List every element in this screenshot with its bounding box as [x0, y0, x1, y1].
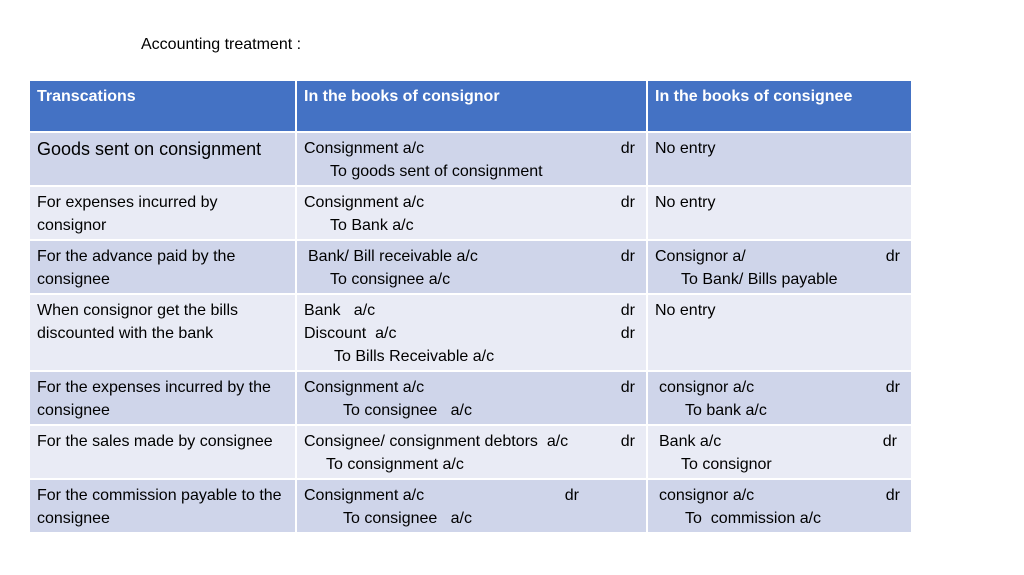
journal-line: consignor a/c dr	[659, 379, 900, 396]
table-row	[30, 480, 911, 534]
no-entry-text: No entry	[655, 194, 716, 211]
journal-line: Consignment a/c dr	[304, 194, 635, 211]
transaction-cell: For the sales made by consignee	[30, 426, 297, 480]
journal-line: Bank/ Bill receivable a/c dr	[308, 248, 635, 265]
consignee-entry-cell	[648, 295, 911, 372]
table-row	[30, 241, 911, 295]
table-row	[30, 187, 911, 241]
journal-line: To goods sent of consignment	[330, 163, 543, 180]
table-header-row	[30, 81, 911, 133]
consignee-entry-cell	[648, 241, 911, 295]
accounting-table	[30, 81, 911, 534]
column-header-consignor: In the books of consignor	[297, 81, 648, 133]
consignor-entry-cell	[297, 295, 648, 372]
journal-line: To consignment a/c	[326, 456, 464, 473]
journal-line: To consignee a/c	[330, 271, 451, 288]
transaction-cell: For expenses incurred by consignor	[30, 187, 297, 241]
journal-line: To consignor	[681, 456, 772, 473]
transaction-cell: For the commission payable to the consignee	[30, 480, 297, 534]
no-entry-text: No entry	[655, 302, 716, 319]
journal-line: Bank a/c dr	[304, 302, 635, 319]
column-header-transactions: Transcations	[30, 81, 297, 133]
journal-line: Consignment a/c dr	[304, 487, 579, 504]
column-header-consignee: In the books of consignee	[648, 81, 911, 133]
transaction-cell: Goods sent on consignment	[30, 133, 297, 187]
table-row	[30, 295, 911, 372]
consignor-entry-cell	[297, 187, 648, 241]
consignor-entry-cell	[297, 372, 648, 426]
consignee-entry-cell	[648, 372, 911, 426]
page-heading: Accounting treatment :	[141, 36, 302, 53]
consignor-entry-cell	[297, 426, 648, 480]
consignee-entry-cell	[648, 187, 911, 241]
journal-line: To Bank a/c	[330, 217, 414, 234]
table-row	[30, 133, 911, 187]
journal-line: Consignment a/c dr	[304, 140, 635, 157]
journal-line: Discount a/c dr	[304, 325, 635, 342]
journal-line: consignor a/c dr	[659, 487, 900, 504]
consignee-entry-cell	[648, 426, 911, 480]
journal-line: Bank a/c dr	[659, 433, 897, 450]
no-entry-text: No entry	[655, 140, 716, 157]
transaction-cell: For the expenses incurred by the consignee	[30, 372, 297, 426]
table-row	[30, 426, 911, 480]
journal-line: Consignment a/c dr	[304, 379, 635, 396]
consignor-entry-cell	[297, 133, 648, 187]
consignor-entry-cell	[297, 241, 648, 295]
consignor-entry-cell	[297, 480, 648, 534]
consignee-entry-cell	[648, 480, 911, 534]
journal-line: To commission a/c	[685, 510, 822, 527]
transaction-cell: When consignor get the bills discounted with the bank	[30, 295, 297, 372]
journal-line: To consignee a/c	[343, 402, 472, 419]
consignee-entry-cell	[648, 133, 911, 187]
journal-line: To Bank/ Bills payable	[681, 271, 838, 288]
journal-line: To bank a/c	[685, 402, 767, 419]
journal-line: Consignee/ consignment debtors a/c dr	[304, 433, 635, 450]
journal-line: To consignee a/c	[343, 510, 472, 527]
journal-line: To Bills Receivable a/c	[334, 348, 495, 365]
table-row	[30, 372, 911, 426]
transaction-cell: For the advance paid by the consignee	[30, 241, 297, 295]
journal-line: Consignor a/ dr	[655, 248, 900, 265]
